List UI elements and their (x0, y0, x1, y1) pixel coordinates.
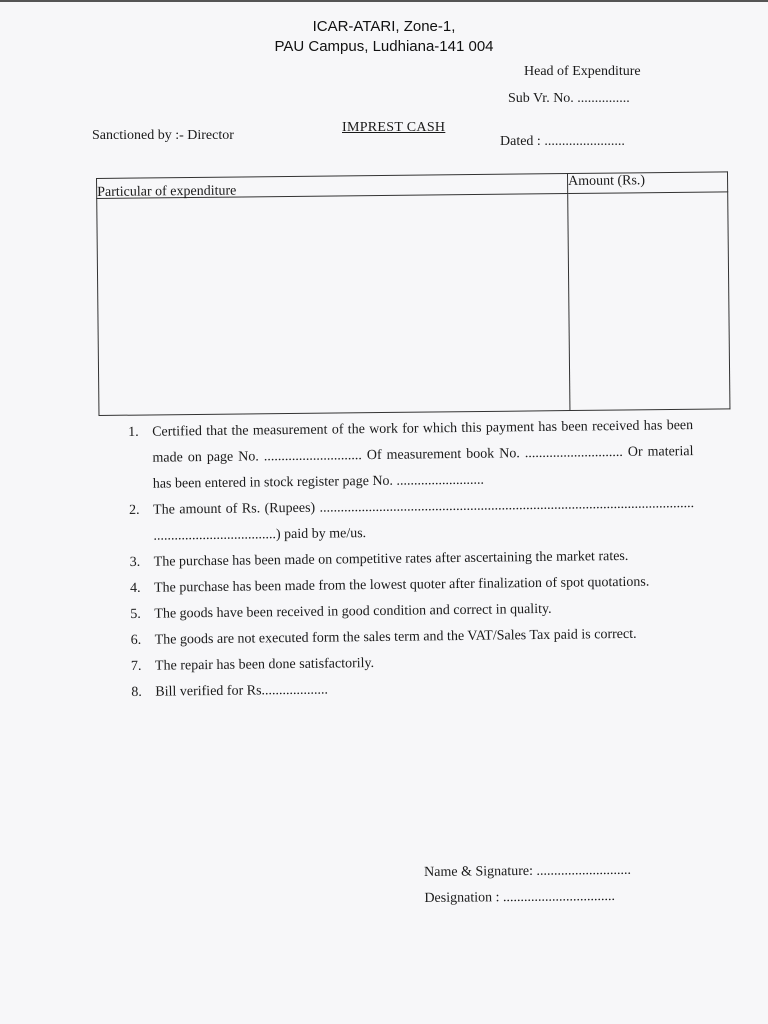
list-item (128, 413, 694, 498)
designation-field[interactable]: Designation : ................................ (424, 889, 616, 906)
item-text: Bill verified for Rs................... (155, 682, 329, 700)
item-text: Certified that the measurement of the work for which this payment has been received has been made on page No. ............................ Of measurement book No. ............................ Or material has been entered in stock register page No. ......................... (152, 418, 694, 492)
item-text: The amount of Rs. (Rupees) ........................................................................................................... ...................................) paid by me/us. (153, 496, 695, 544)
certification-list (128, 413, 696, 706)
item-number: 6. (130, 632, 142, 648)
item-number: 4. (129, 580, 141, 596)
amount-cell[interactable] (568, 192, 730, 410)
item-number: 8. (131, 684, 142, 700)
amount-header: Amount (Rs.) (567, 172, 727, 194)
sub-voucher-number: Sub Vr. No. ............... (508, 91, 630, 106)
item-number: 3. (129, 554, 141, 570)
item-text: The purchase has been made from the lowest quoter after finalization of spot quotations. (153, 574, 650, 596)
expenditure-table (96, 171, 730, 416)
sanctioned-by: Sanctioned by :- Director (92, 128, 234, 143)
org-name-line2: PAU Campus, Ludhiana-141 004 (274, 38, 494, 55)
org-name-line1: ICAR-ATARI, Zone-1, (312, 18, 456, 35)
name-signature-field[interactable]: Name & Signature: ........................... (424, 862, 632, 880)
item-text: The repair has been done satisfactorily. (154, 656, 375, 674)
item-text: The purchase has been made on competitive rates after ascertaining the market rates. (153, 548, 629, 570)
item-number: 7. (130, 658, 142, 674)
signature-block (424, 858, 631, 912)
item-text: The goods are not executed form the sales term and the VAT/Sales Tax paid is correct. (154, 626, 637, 648)
item-number: 1. (128, 424, 139, 440)
item-number: 5. (130, 606, 141, 622)
dated-field: Dated : ....................... (500, 134, 625, 149)
particular-cell[interactable] (97, 194, 570, 415)
list-item (131, 673, 696, 706)
item-number: 2. (129, 502, 140, 518)
item-text: The goods have been received in good condition and correct in quality. (154, 601, 552, 622)
document-title: IMPREST CASH (342, 120, 446, 135)
head-of-expenditure-label: Head of Expenditure (524, 64, 641, 79)
top-edge-line (0, 0, 768, 2)
list-item (129, 491, 695, 550)
particular-header-text: Particular of expenditure (97, 183, 237, 200)
